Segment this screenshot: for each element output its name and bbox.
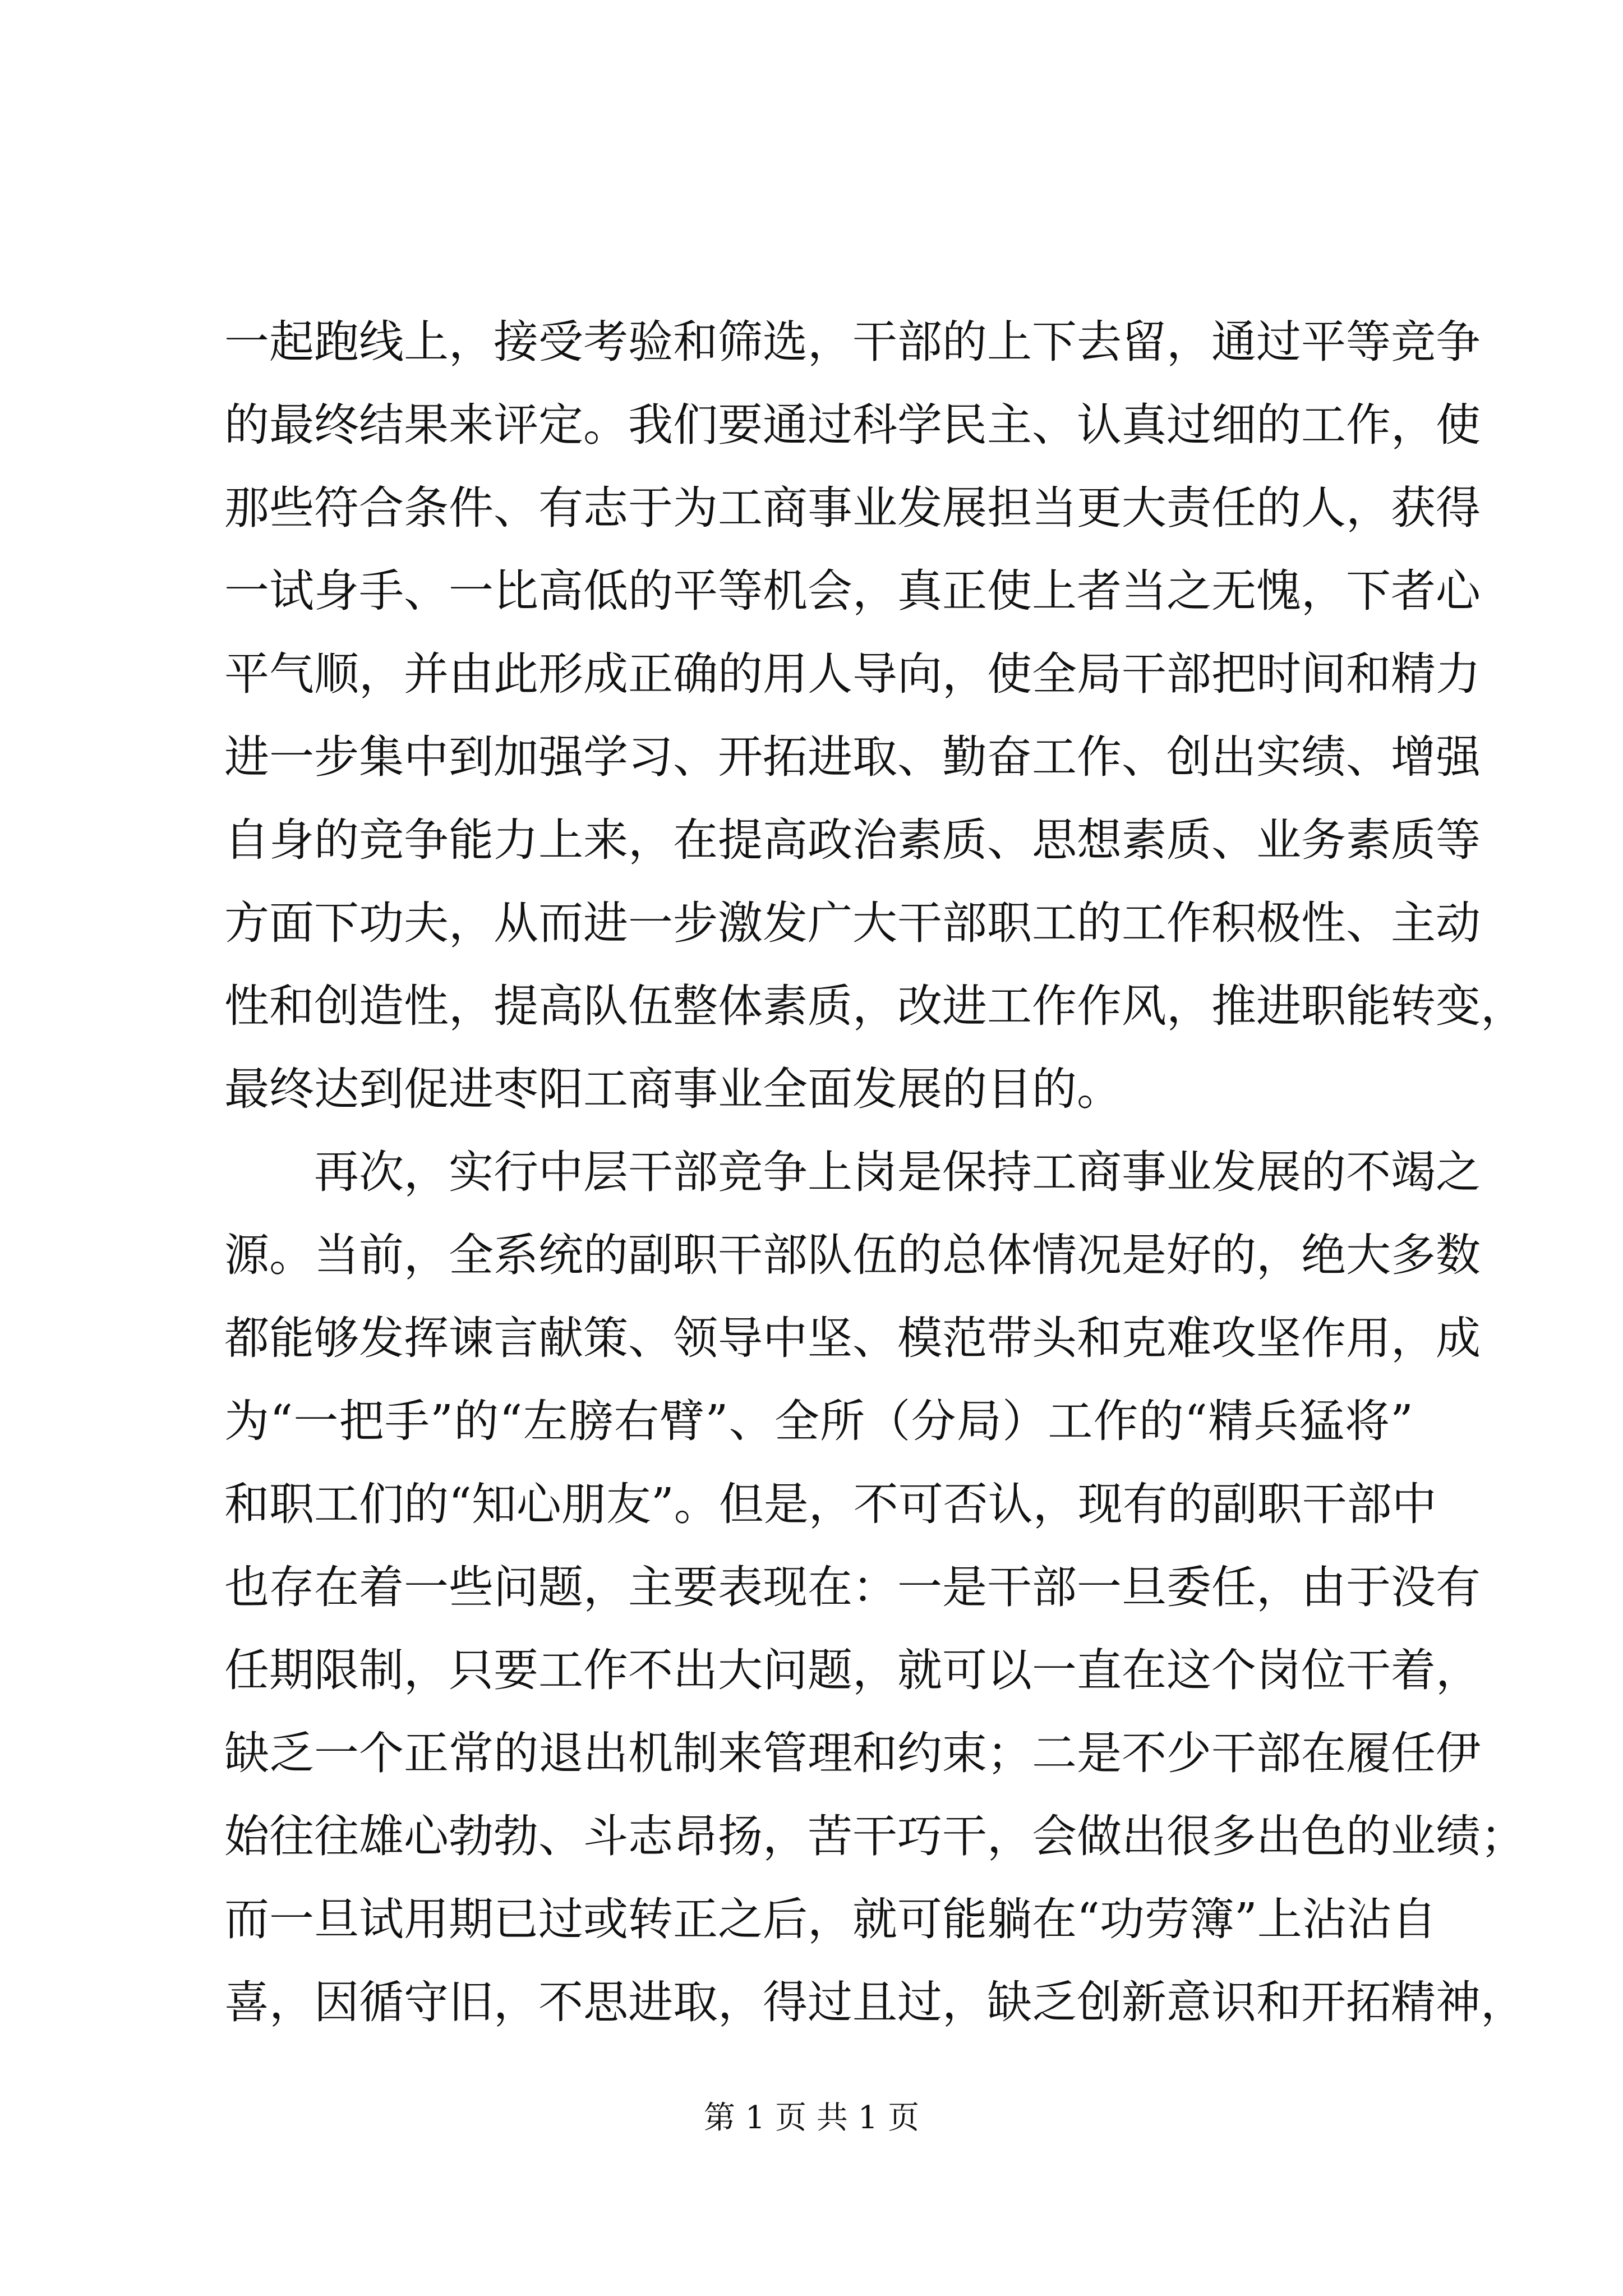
text-line: 和职工们的“知心朋友”。但是，不可否认，现有的副职干部中 [224, 1478, 1437, 1530]
text-line: 进一步集中到加强学习、开拓进取、勤奋工作、创出实绩、增强 [224, 731, 1481, 783]
text-line: 喜，因循守旧，不思进取，得过且过，缺乏创新意识和开拓精神， [224, 1976, 1525, 2028]
text-line: 那些符合条件、有志于为工商事业发展担当更大责任的人，获得 [224, 482, 1481, 534]
text-line: 方面下功夫，从而进一步激发广大干部职工的工作积极性、主动 [224, 897, 1481, 949]
text-line: 再次，实行中层干部竞争上岗是保持工商事业发展的不竭之 [224, 1146, 1481, 1198]
text-line: 最终达到促进枣阳工商事业全面发展的目的。 [224, 1063, 1122, 1115]
page-footer [0, 2098, 1623, 2138]
page-number-label: 第 1 页 共 1 页 [703, 2100, 920, 2136]
text-line: 始往往雄心勃勃、斗志昂扬，苦干巧干，会做出很多出色的业绩； [224, 1810, 1525, 1862]
text-line: 任期限制，只要工作不出大问题，就可以一直在这个岗位干着， [224, 1644, 1481, 1696]
text-line: 缺乏一个正常的退出机制来管理和约束；二是不少干部在履任伊 [224, 1727, 1481, 1779]
text-line: 而一旦试用期已过或转正之后，就可能躺在“功劳簿”上沾沾自 [224, 1893, 1437, 1945]
text-line: 平气顺，并由此形成正确的用人导向，使全局干部把时间和精力 [224, 648, 1481, 700]
text-line: 性和创造性，提高队伍整体素质，改进工作作风，推进职能转变， [224, 980, 1525, 1032]
text-line: 都能够发挥谏言献策、领导中坚、模范带头和克难攻坚作用，成 [224, 1312, 1481, 1364]
body-text [224, 301, 1525, 2044]
text-line: 自身的竞争能力上来，在提高政治素质、思想素质、业务素质等 [224, 814, 1481, 866]
text-line: 源。当前，全系统的副职干部队伍的总体情况是好的，绝大多数 [224, 1229, 1481, 1281]
text-line: 一试身手、一比高低的平等机会，真正使上者当之无愧，下者心 [224, 565, 1481, 617]
text-line: 的最终结果来评定。我们要通过科学民主、认真过细的工作，使 [224, 399, 1481, 451]
text-line: 一起跑线上，接受考验和筛选，干部的上下去留，通过平等竞争 [224, 316, 1481, 368]
text-line: 为“一把手”的“左膀右臂”、全所（分局）工作的“精兵猛将” [224, 1395, 1413, 1447]
text-line: 也存在着一些问题，主要表现在：一是干部一旦委任，由于没有 [224, 1561, 1481, 1613]
